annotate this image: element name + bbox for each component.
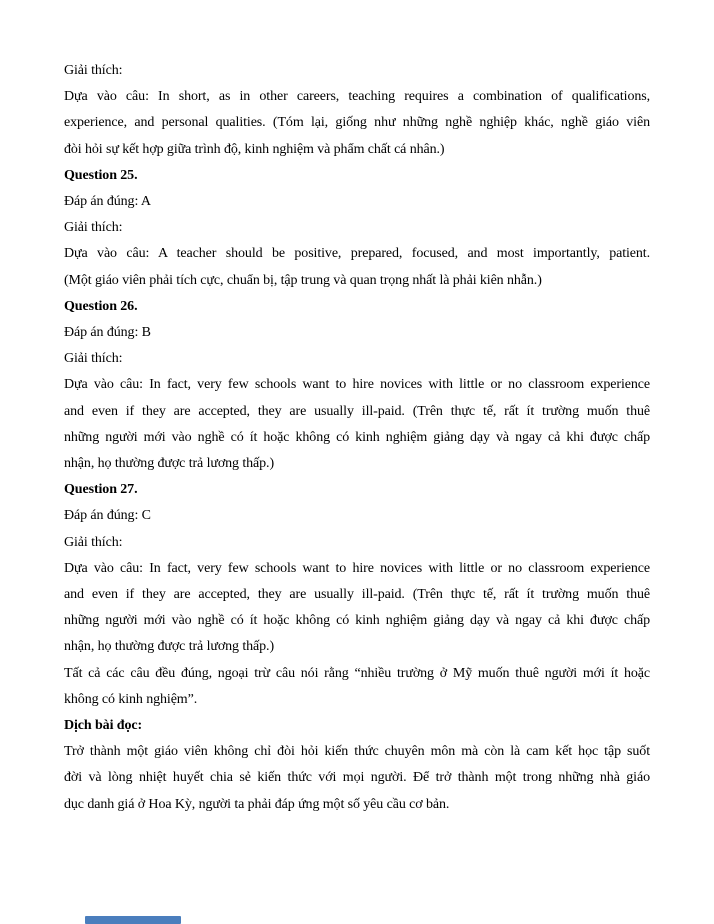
paragraph xyxy=(64,530,650,556)
heading xyxy=(64,477,650,503)
paragraph xyxy=(64,556,650,661)
text-line: Giải thích: xyxy=(64,351,123,367)
text-line: and even if they are accepted, they are usually ill-paid. (Trên thực tế, rất ít trường muốn thuê xyxy=(64,587,650,603)
paragraph xyxy=(64,372,650,477)
text-line: Đáp án đúng: C xyxy=(64,508,151,524)
paragraph xyxy=(64,346,650,372)
text-line: Dịch bài đọc: xyxy=(64,718,143,734)
bottom-accent-bar xyxy=(85,916,181,924)
text-line: Tất cả các câu đều đúng, ngoại trừ câu nói rằng “nhiều trường ở Mỹ muốn thuê người mới ít hoặc xyxy=(64,665,650,681)
text-line: Giải thích: xyxy=(64,220,123,236)
text-line: Dựa vào câu: In short, as in other careers, teaching requires a combination of qualifications, xyxy=(64,89,650,105)
text-line: Trở thành một giáo viên không chỉ đòi hỏi kiến thức chuyên môn mà còn là cam kết học tập suốt xyxy=(64,744,650,760)
heading xyxy=(64,294,650,320)
text-line: (Một giáo viên phải tích cực, chuẩn bị, tập trung và quan trọng nhất là phải kiên nhẫn.) xyxy=(64,272,542,288)
text-line: dục danh giá ở Hoa Kỳ, người ta phải đáp ứng một số yêu cầu cơ bản. xyxy=(64,796,450,812)
text-line: and even if they are accepted, they are usually ill-paid. (Trên thực tế, rất ít trường muốn thuê xyxy=(64,403,650,419)
paragraph xyxy=(64,661,650,713)
paragraph xyxy=(64,320,650,346)
text-line: Dựa vào câu: In fact, very few schools want to hire novices with little or no classroom experience xyxy=(64,560,650,576)
document-content xyxy=(64,58,650,818)
text-line: những người mới vào nghề có ít hoặc không có kinh nghiệm giảng dạy và ngay cả khi được chấp xyxy=(64,613,650,629)
text-line: experience, and personal qualities. (Tóm lại, giống như những nghề nghiệp khác, nghề giáo viên xyxy=(64,115,650,131)
heading xyxy=(64,713,650,739)
paragraph xyxy=(64,241,650,293)
text-line: Question 27. xyxy=(64,482,138,498)
text-line: những người mới vào nghề có ít hoặc không có kinh nghiệm giảng dạy và ngay cả khi được chấp xyxy=(64,429,650,445)
text-line: đời và lòng nhiệt huyết chia sẻ kiến thức với mọi người. Để trở thành một trong những nhà giáo xyxy=(64,770,650,786)
paragraph xyxy=(64,189,650,215)
paragraph xyxy=(64,58,650,84)
text-line: Đáp án đúng: B xyxy=(64,325,151,341)
text-line: Giải thích: xyxy=(64,534,123,550)
paragraph xyxy=(64,739,650,818)
text-line: đòi hỏi sự kết hợp giữa trình độ, kinh nghiệm và phẩm chất cá nhân.) xyxy=(64,141,445,157)
paragraph xyxy=(64,84,650,163)
text-line: Question 26. xyxy=(64,298,138,314)
heading xyxy=(64,163,650,189)
text-line: Đáp án đúng: A xyxy=(64,194,151,210)
text-line: không có kinh nghiệm”. xyxy=(64,691,198,707)
paragraph xyxy=(64,215,650,241)
text-line: Dựa vào câu: In fact, very few schools want to hire novices with little or no classroom experience xyxy=(64,377,650,393)
text-line: Dựa vào câu: A teacher should be positive, prepared, focused, and most importantly, patient. xyxy=(64,246,650,262)
text-line: Giải thích: xyxy=(64,63,123,78)
text-line: nhận, họ thường được trả lương thấp.) xyxy=(64,456,275,472)
paragraph xyxy=(64,503,650,529)
text-line: Question 25. xyxy=(64,167,138,183)
text-line: nhận, họ thường được trả lương thấp.) xyxy=(64,639,275,655)
